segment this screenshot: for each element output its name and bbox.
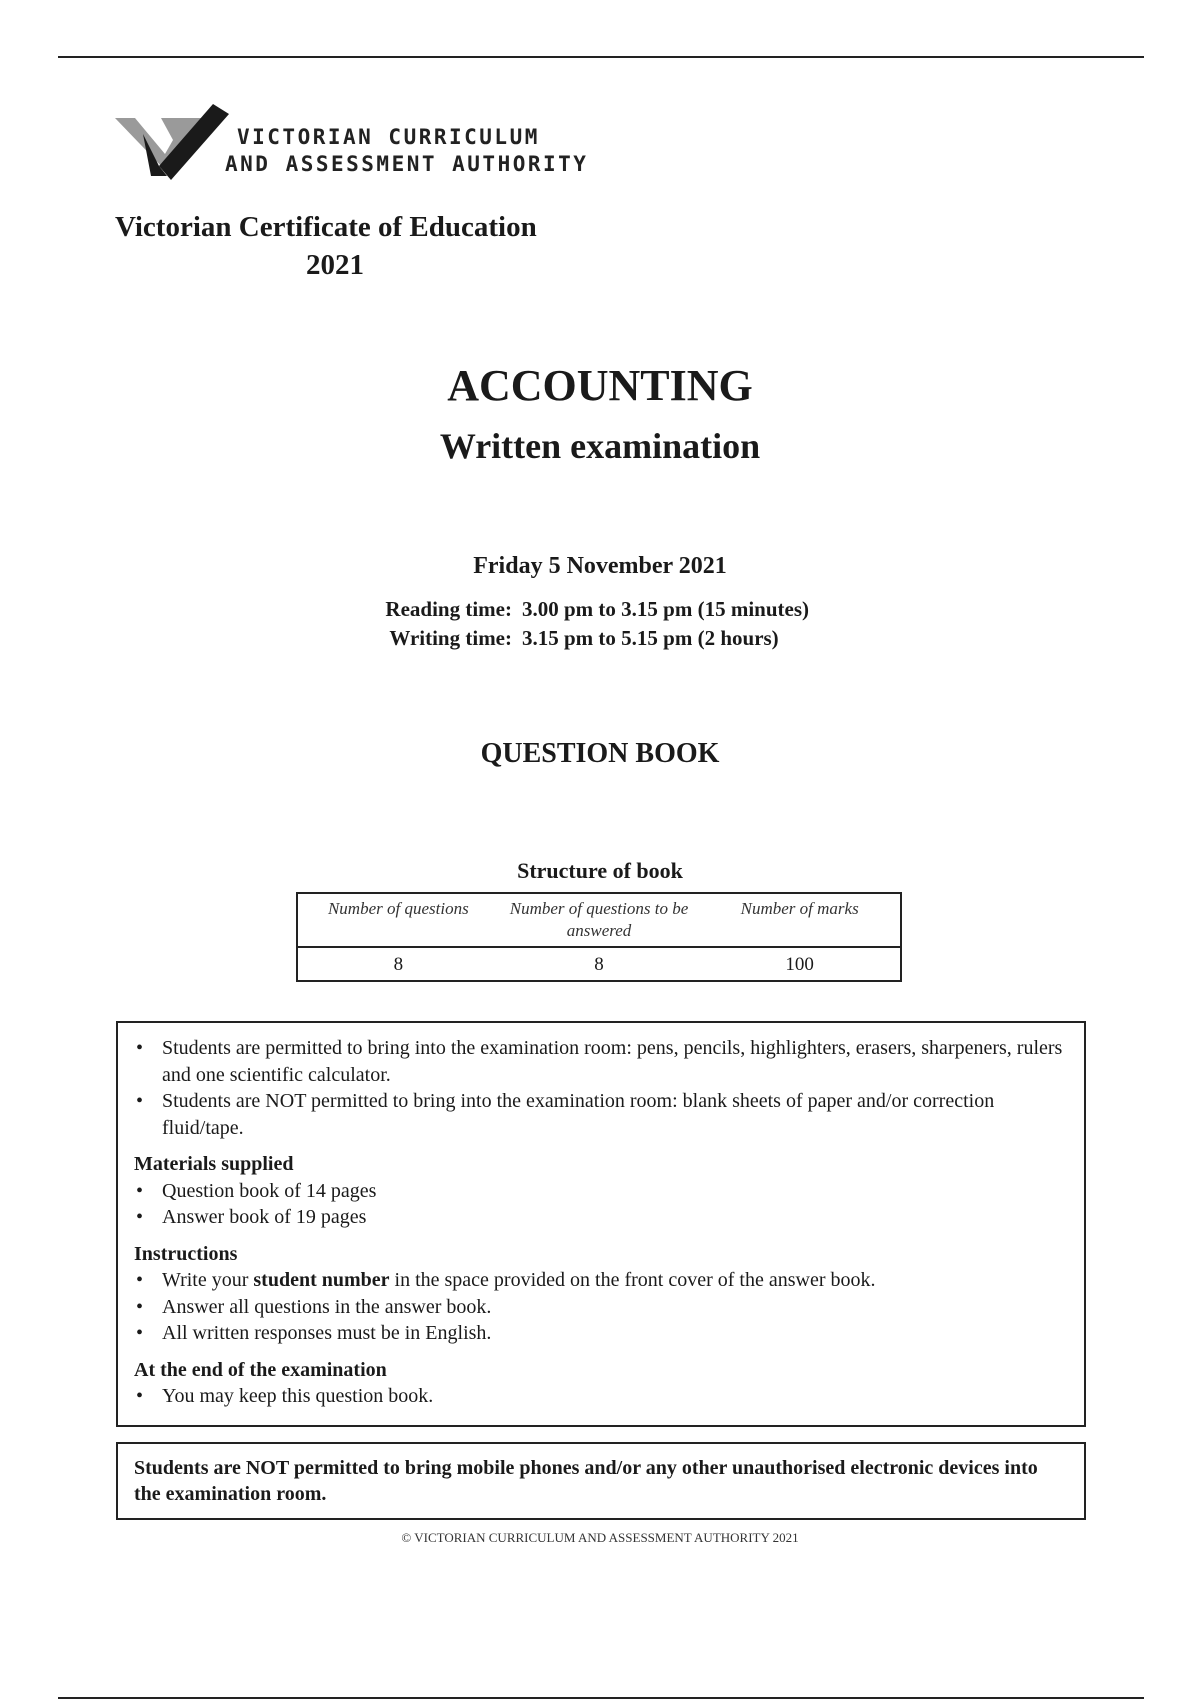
logo-line-1: VICTORIAN CURRICULUM bbox=[237, 125, 540, 149]
instructions-list bbox=[134, 1267, 1068, 1347]
permitted-list bbox=[134, 1035, 1068, 1141]
instructions-box bbox=[116, 1021, 1086, 1427]
reading-time-label: Reading time: bbox=[385, 597, 512, 621]
student-number-emphasis: student number bbox=[253, 1269, 390, 1291]
list-item: • Question book of 14 pages bbox=[134, 1178, 1068, 1205]
structure-header-row bbox=[298, 894, 900, 948]
writing-time-value: 3.15 pm to 5.15 pm (2 hours) bbox=[522, 626, 779, 650]
instructions-heading: Instructions bbox=[134, 1242, 238, 1265]
materials-heading: Materials supplied bbox=[134, 1153, 294, 1175]
writing-time-label: Writing time: bbox=[389, 626, 512, 650]
reading-time-row bbox=[360, 595, 840, 624]
vcaa-logo bbox=[115, 104, 589, 184]
logo-line-2: AND ASSESSMENT AUTHORITY bbox=[225, 152, 589, 176]
structure-value-row bbox=[298, 948, 900, 982]
structure-header-questions: Number of questions bbox=[327, 899, 469, 918]
vcaa-check-logo-icon bbox=[115, 104, 235, 180]
structure-value-questions: 8 bbox=[393, 954, 404, 975]
reading-time-value: 3.00 pm to 3.15 pm (15 minutes) bbox=[522, 597, 809, 621]
list-item: • Students are NOT permitted to bring into the examination room: blank sheets of paper and/or correction fluid/tape. bbox=[134, 1088, 1068, 1141]
structure-title: Structure of book bbox=[517, 858, 683, 883]
list-item: • Answer book of 19 pages bbox=[134, 1204, 1068, 1231]
structure-value-marks: 100 bbox=[785, 954, 814, 975]
top-rule bbox=[58, 56, 1144, 58]
list-item bbox=[134, 1267, 1068, 1294]
exam-times bbox=[360, 595, 840, 653]
end-heading: At the end of the examination bbox=[134, 1358, 387, 1381]
bottom-rule bbox=[58, 1697, 1144, 1699]
structure-header-marks: Number of marks bbox=[740, 899, 859, 918]
book-title: QUESTION BOOK bbox=[480, 738, 720, 769]
certificate-year: 2021 bbox=[306, 249, 364, 281]
certificate-title: Victorian Certificate of Education bbox=[115, 211, 537, 243]
list-item: • Students are permitted to bring into the examination room: pens, pencils, highlighters, erasers, sharpeners, rulers and one scientific calculator. bbox=[134, 1035, 1068, 1088]
writing-time-row bbox=[360, 624, 840, 653]
list-item: • You may keep this question book. bbox=[134, 1383, 1068, 1410]
instruction-text: Write your bbox=[162, 1269, 254, 1291]
copyright-notice: © VICTORIAN CURRICULUM AND ASSESSMENT AUTHORITY 2021 bbox=[401, 1530, 799, 1545]
subject-title: ACCOUNTING bbox=[447, 361, 753, 410]
end-list bbox=[134, 1383, 1068, 1410]
exam-type: Written examination bbox=[439, 426, 761, 466]
certificate-heading bbox=[115, 208, 555, 284]
exam-date: Friday 5 November 2021 bbox=[473, 553, 727, 579]
instruction-text: in the space provided on the front cover of the answer book. bbox=[389, 1269, 876, 1291]
warning-box: Students are NOT permitted to bring mobile phones and/or any other unauthorised electronic devices into the examination room. bbox=[116, 1442, 1086, 1520]
structure-value-answered: 8 bbox=[594, 954, 604, 975]
structure-header-answered: Number of questions to be answered bbox=[509, 899, 689, 940]
list-item: • Answer all questions in the answer book. bbox=[134, 1294, 1068, 1321]
list-item: • All written responses must be in English. bbox=[134, 1320, 1068, 1347]
materials-list bbox=[134, 1178, 1068, 1231]
structure-table bbox=[296, 892, 902, 982]
